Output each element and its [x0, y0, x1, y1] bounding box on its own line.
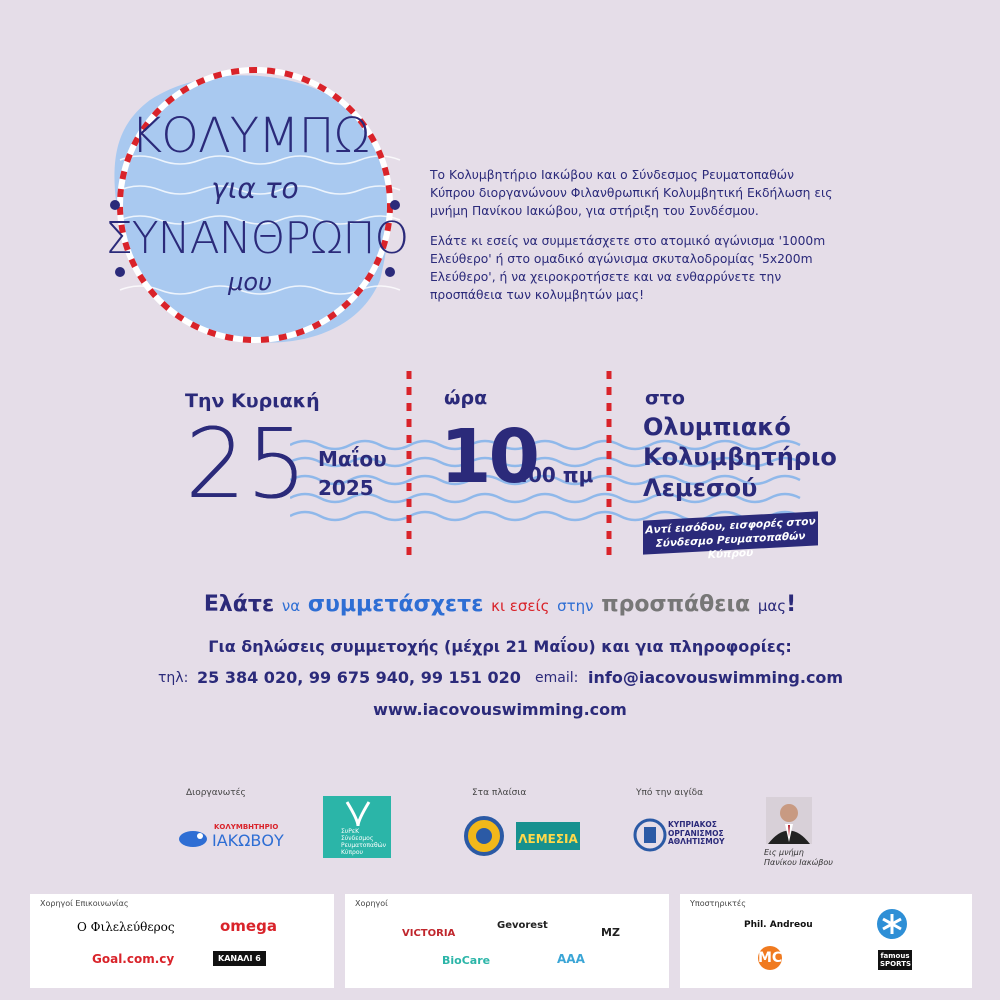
registration-info: Για δηλώσεις συμμετοχής (μέχρι 21 Μαΐου) και για πληροφορίες:: [208, 637, 792, 656]
logo-title-line3: ΣΥΝΑΝΘΡΩΠΟ: [105, 213, 409, 264]
intro-paragraph-1: Το Κολυμβητήριο Ιακώβου και ο Σύνδεσμος Ρευματοπαθών Κύπρου διοργανώνουν Φιλανθρωπική Κολυμβητική Εκδήλωση εις μνήμη Πανίκου Ιακώβου, για στήριξη του Συνδέσμου.: [430, 168, 833, 218]
cta-word-4: κι εσείς: [491, 597, 550, 615]
cta-word-3: συμμετάσχετε: [307, 592, 484, 617]
sponsor-gevorest: Gevorest: [497, 920, 548, 931]
event-minutes: :00 πμ: [520, 463, 594, 487]
time-label: ώρα: [444, 387, 488, 409]
cta-word-1: Ελάτε: [203, 592, 275, 617]
lemesia-logo: [516, 822, 580, 850]
event-hour: 10: [440, 414, 537, 500]
supporters-box: [680, 894, 972, 988]
lemesia-text: ΛΕΜΕΣΙΑ: [518, 832, 578, 846]
event-year: 2025: [318, 476, 374, 500]
email-label: email:: [535, 670, 579, 686]
koa-name: ΚΥΠΡΙΑΚΟΣ ΟΡΓΑΝΙΣΜΟΣ ΑΘΛΗΤΙΣΜΟΥ: [668, 820, 725, 846]
sponsor-goal: Goal.com.cy: [92, 952, 175, 966]
iakovou-logo: [178, 823, 288, 853]
organizers-label: Διοργανωτές: [186, 788, 246, 798]
rheum-text: ΣυΡεΚ Σύνδεσμος Ρευματοπαθών Κύπρου: [341, 828, 387, 856]
framework-label: Στα πλαίσια: [472, 788, 527, 798]
memorial-photo: [766, 797, 812, 844]
rheumatism-society-logo: [323, 796, 391, 858]
cta-word-7: μας: [757, 597, 787, 615]
koa-emblem-icon: [633, 818, 667, 852]
sponsor-aaa: AAA: [557, 952, 585, 966]
sponsor-mz: MZ: [601, 926, 620, 939]
website-link[interactable]: www.iacovouswimming.com: [373, 700, 627, 719]
media-sponsors-label: Χορηγοί Επικοινωνίας: [40, 899, 129, 908]
venue-line-1: Ολυμπιακό: [643, 413, 791, 441]
venue-note-banner: Αντί εισόδου, εισφορές στον Σύνδεσμο Ρευματοπαθών Κύπρου: [643, 511, 818, 554]
event-logo-graphic: [90, 40, 420, 370]
call-to-action: [0, 592, 1000, 617]
event-month: Μαΐου: [318, 447, 387, 471]
event-day: 25: [185, 408, 308, 520]
intro-paragraph-2: Ελάτε κι εσείς να συμμετάσχετε στο ατομικό αγώνισμα '1000m Ελεύθερο' ή στο ομαδικό αγώνισμα σκυταλοδρομίας '5x200m Ελεύθερο', ή να χειροκροτήσετε και να ενθαρρύνετε την προσπάθεια των κολυμβητών μας!: [430, 234, 826, 302]
cta-word-6: προσπάθεια: [601, 592, 751, 617]
logo-title-line1: ΚΟΛΥΜΠΩ: [130, 108, 370, 164]
venue-line-3: Λεμεσού: [643, 474, 758, 502]
iakovou-name: ΙΑΚΩΒΟΥ: [212, 831, 284, 850]
sponsor-kanali6: ΚΑΝΑΛΙ 6: [213, 951, 266, 966]
memory-line-2: Πανίκου Ιακώβου: [764, 858, 833, 867]
medical-star-icon: [876, 908, 908, 940]
logo-title-line4: μου: [228, 268, 272, 296]
cta-word-2: να: [281, 597, 301, 615]
cta-exclamation: !: [786, 592, 797, 617]
auspices-label: Υπό την αιγίδα: [636, 788, 704, 798]
sponsors-box: [345, 894, 669, 988]
day-label: Την Κυριακή: [185, 390, 320, 412]
sponsor-omega: omega: [220, 917, 277, 935]
sponsors-label: Χορηγοί: [355, 899, 388, 908]
supporters-label: Υποστηρικτές: [690, 899, 746, 908]
email-link[interactable]: info@iacovouswimming.com: [588, 668, 844, 687]
sponsor-phileleftheros: Ο Φιλελεύθερος: [77, 920, 175, 934]
media-sponsors-box: [30, 894, 334, 988]
phone-label: τηλ:: [158, 670, 189, 686]
sponsor-victoria: VICTORIA: [402, 928, 456, 939]
logo-title-line2: για το: [211, 172, 299, 205]
supporter-phil-andreou: Phil. Andreou: [744, 920, 813, 930]
lane-divider-left: [406, 371, 412, 556]
memory-line-1: Εις μνήμη: [764, 848, 804, 857]
lane-divider-right: [606, 371, 612, 556]
lemesos-club-badge-icon: [464, 816, 504, 856]
iakovou-small: ΚΟΛΥΜΒΗΤΗΡΙΟ: [214, 823, 279, 831]
supporter-mc: MC: [758, 946, 782, 970]
sponsor-biocare: BioCare: [442, 954, 491, 967]
supporter-famous-sports: famous SPORTS: [880, 952, 912, 968]
phone-numbers: 25 384 020, 99 675 940, 99 151 020: [197, 668, 521, 687]
venue-line-2: Κολυμβητήριο: [643, 443, 837, 471]
cta-word-5: στην: [557, 597, 594, 615]
place-label: στο: [645, 387, 685, 409]
